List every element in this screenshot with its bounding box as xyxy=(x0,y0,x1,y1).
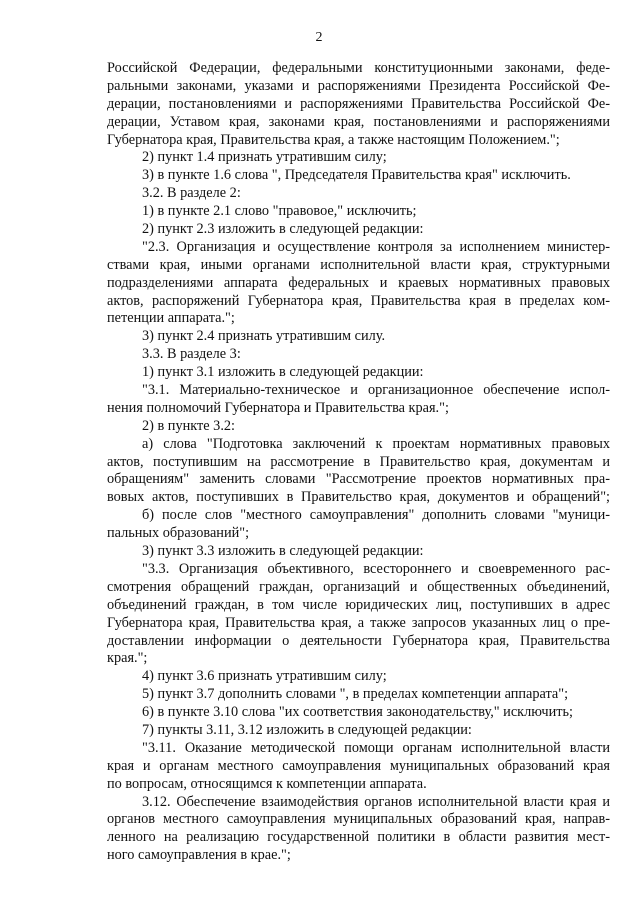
text-line: 3) пункт 3.3 изложить в следующей редакции: xyxy=(142,543,424,560)
text-line: ральными законами, указами и распоряжениями Президента Российской Фе- xyxy=(107,77,610,94)
text-line: 4) пункт 3.6 признать утратившим силу; xyxy=(142,668,387,685)
text-line: 1) в пункте 2.1 слово "правовое," исключить; xyxy=(142,203,417,220)
text-line: дерации, Уставом края, законами края, постановлениями и распоряжениями xyxy=(107,113,610,130)
text-line: вовых актов, поступивших в Правительство края, документов и обращений"; xyxy=(107,489,610,506)
page-number: 2 xyxy=(315,30,323,45)
text-line: ленного на реализацию государственной политики в области развития мест- xyxy=(107,829,610,846)
text-line: петенции аппарата."; xyxy=(107,310,235,327)
text-line: 3) пункт 2.4 признать утратившим силу. xyxy=(142,328,386,345)
text-line: 5) пункт 3.7 дополнить словами ", в пределах компетенции аппарата"; xyxy=(142,686,569,703)
text-line: 3.12. Обеспечение взаимодействия органов исполнительной власти края и xyxy=(142,793,610,810)
text-line: нения полномочий Губернатора и Правительства края."; xyxy=(107,399,449,416)
text-line: Губернатора края, Правительства края, а также запросов указанных лиц о пре- xyxy=(107,614,610,631)
text-line: "3.11. Оказание методической помощи органам исполнительной власти xyxy=(142,739,610,756)
text-line: Губернатора края, Правительства края, а также настоящим Положением."; xyxy=(107,131,560,148)
document-body xyxy=(107,60,610,865)
text-line: подразделениями аппарата федеральных и краевых нормативных правовых xyxy=(107,274,610,291)
text-line: "2.3. Организация и осуществление контроля за исполнением министер- xyxy=(142,238,610,255)
text-line: 3) в пункте 1.6 слова ", Председателя Правительства края" исключить. xyxy=(142,167,571,184)
text-line: доставлении информации о деятельности Губернатора края, Правительства xyxy=(107,632,610,649)
text-line: "3.1. Материально-техническое и организационное обеспечение испол- xyxy=(142,382,610,399)
text-line: обращениям" заменить словами "Рассмотрение проектов нормативных пра- xyxy=(107,471,610,488)
text-line: актов, распоряжений Губернатора края, Правительства края в пределах ком- xyxy=(107,292,610,309)
text-line: 2) пункт 2.3 изложить в следующей редакции: xyxy=(142,221,424,238)
text-line: 3.3. В разделе 3: xyxy=(142,346,241,363)
text-line: 6) в пункте 3.10 слова "их соответствия законодательству," исключить; xyxy=(142,704,573,721)
text-line: пальных образований"; xyxy=(107,525,250,542)
text-line: дерации, постановлениями и распоряжениями Правительства Российской Фе- xyxy=(107,95,610,112)
text-line: органов местного самоуправления муниципальных образований края, направ- xyxy=(107,811,610,828)
text-line: ствами края, иными органами исполнительной власти края, структурными xyxy=(107,256,610,273)
text-line: актов, поступившим на рассмотрение в Правительство края, документам и xyxy=(107,453,610,470)
text-line: 3.2. В разделе 2: xyxy=(142,185,241,202)
text-line: 7) пункты 3.11, 3.12 изложить в следующей редакции: xyxy=(142,721,472,738)
text-line: объединений граждан, в том числе юридических лиц, поступивших в адрес xyxy=(107,596,610,613)
text-line: по вопросам, относящимся к компетенции аппарата. xyxy=(107,775,427,792)
text-line: 1) пункт 3.1 изложить в следующей редакции: xyxy=(142,364,424,381)
text-line: Российской Федерации, федеральными конституционными законами, феде- xyxy=(107,60,610,76)
text-line: края и органам местного самоуправления муниципальных образований края xyxy=(107,757,610,774)
text-line: края."; xyxy=(107,650,148,667)
text-line: 2) пункт 1.4 признать утратившим силу; xyxy=(142,149,387,166)
text-line: а) слова "Подготовка заключений к проектам нормативных правовых xyxy=(142,435,610,452)
text-line: 2) в пункте 3.2: xyxy=(142,417,236,434)
text-line: ного самоуправления в крае."; xyxy=(107,847,291,864)
text-line: смотрения обращений граждан, организаций и общественных объединений, xyxy=(107,578,610,595)
text-line: "3.3. Организация объективного, всестороннего и своевременного рас- xyxy=(142,560,610,577)
text-line: б) после слов "местного самоуправления" дополнить словами "муници- xyxy=(142,507,610,524)
